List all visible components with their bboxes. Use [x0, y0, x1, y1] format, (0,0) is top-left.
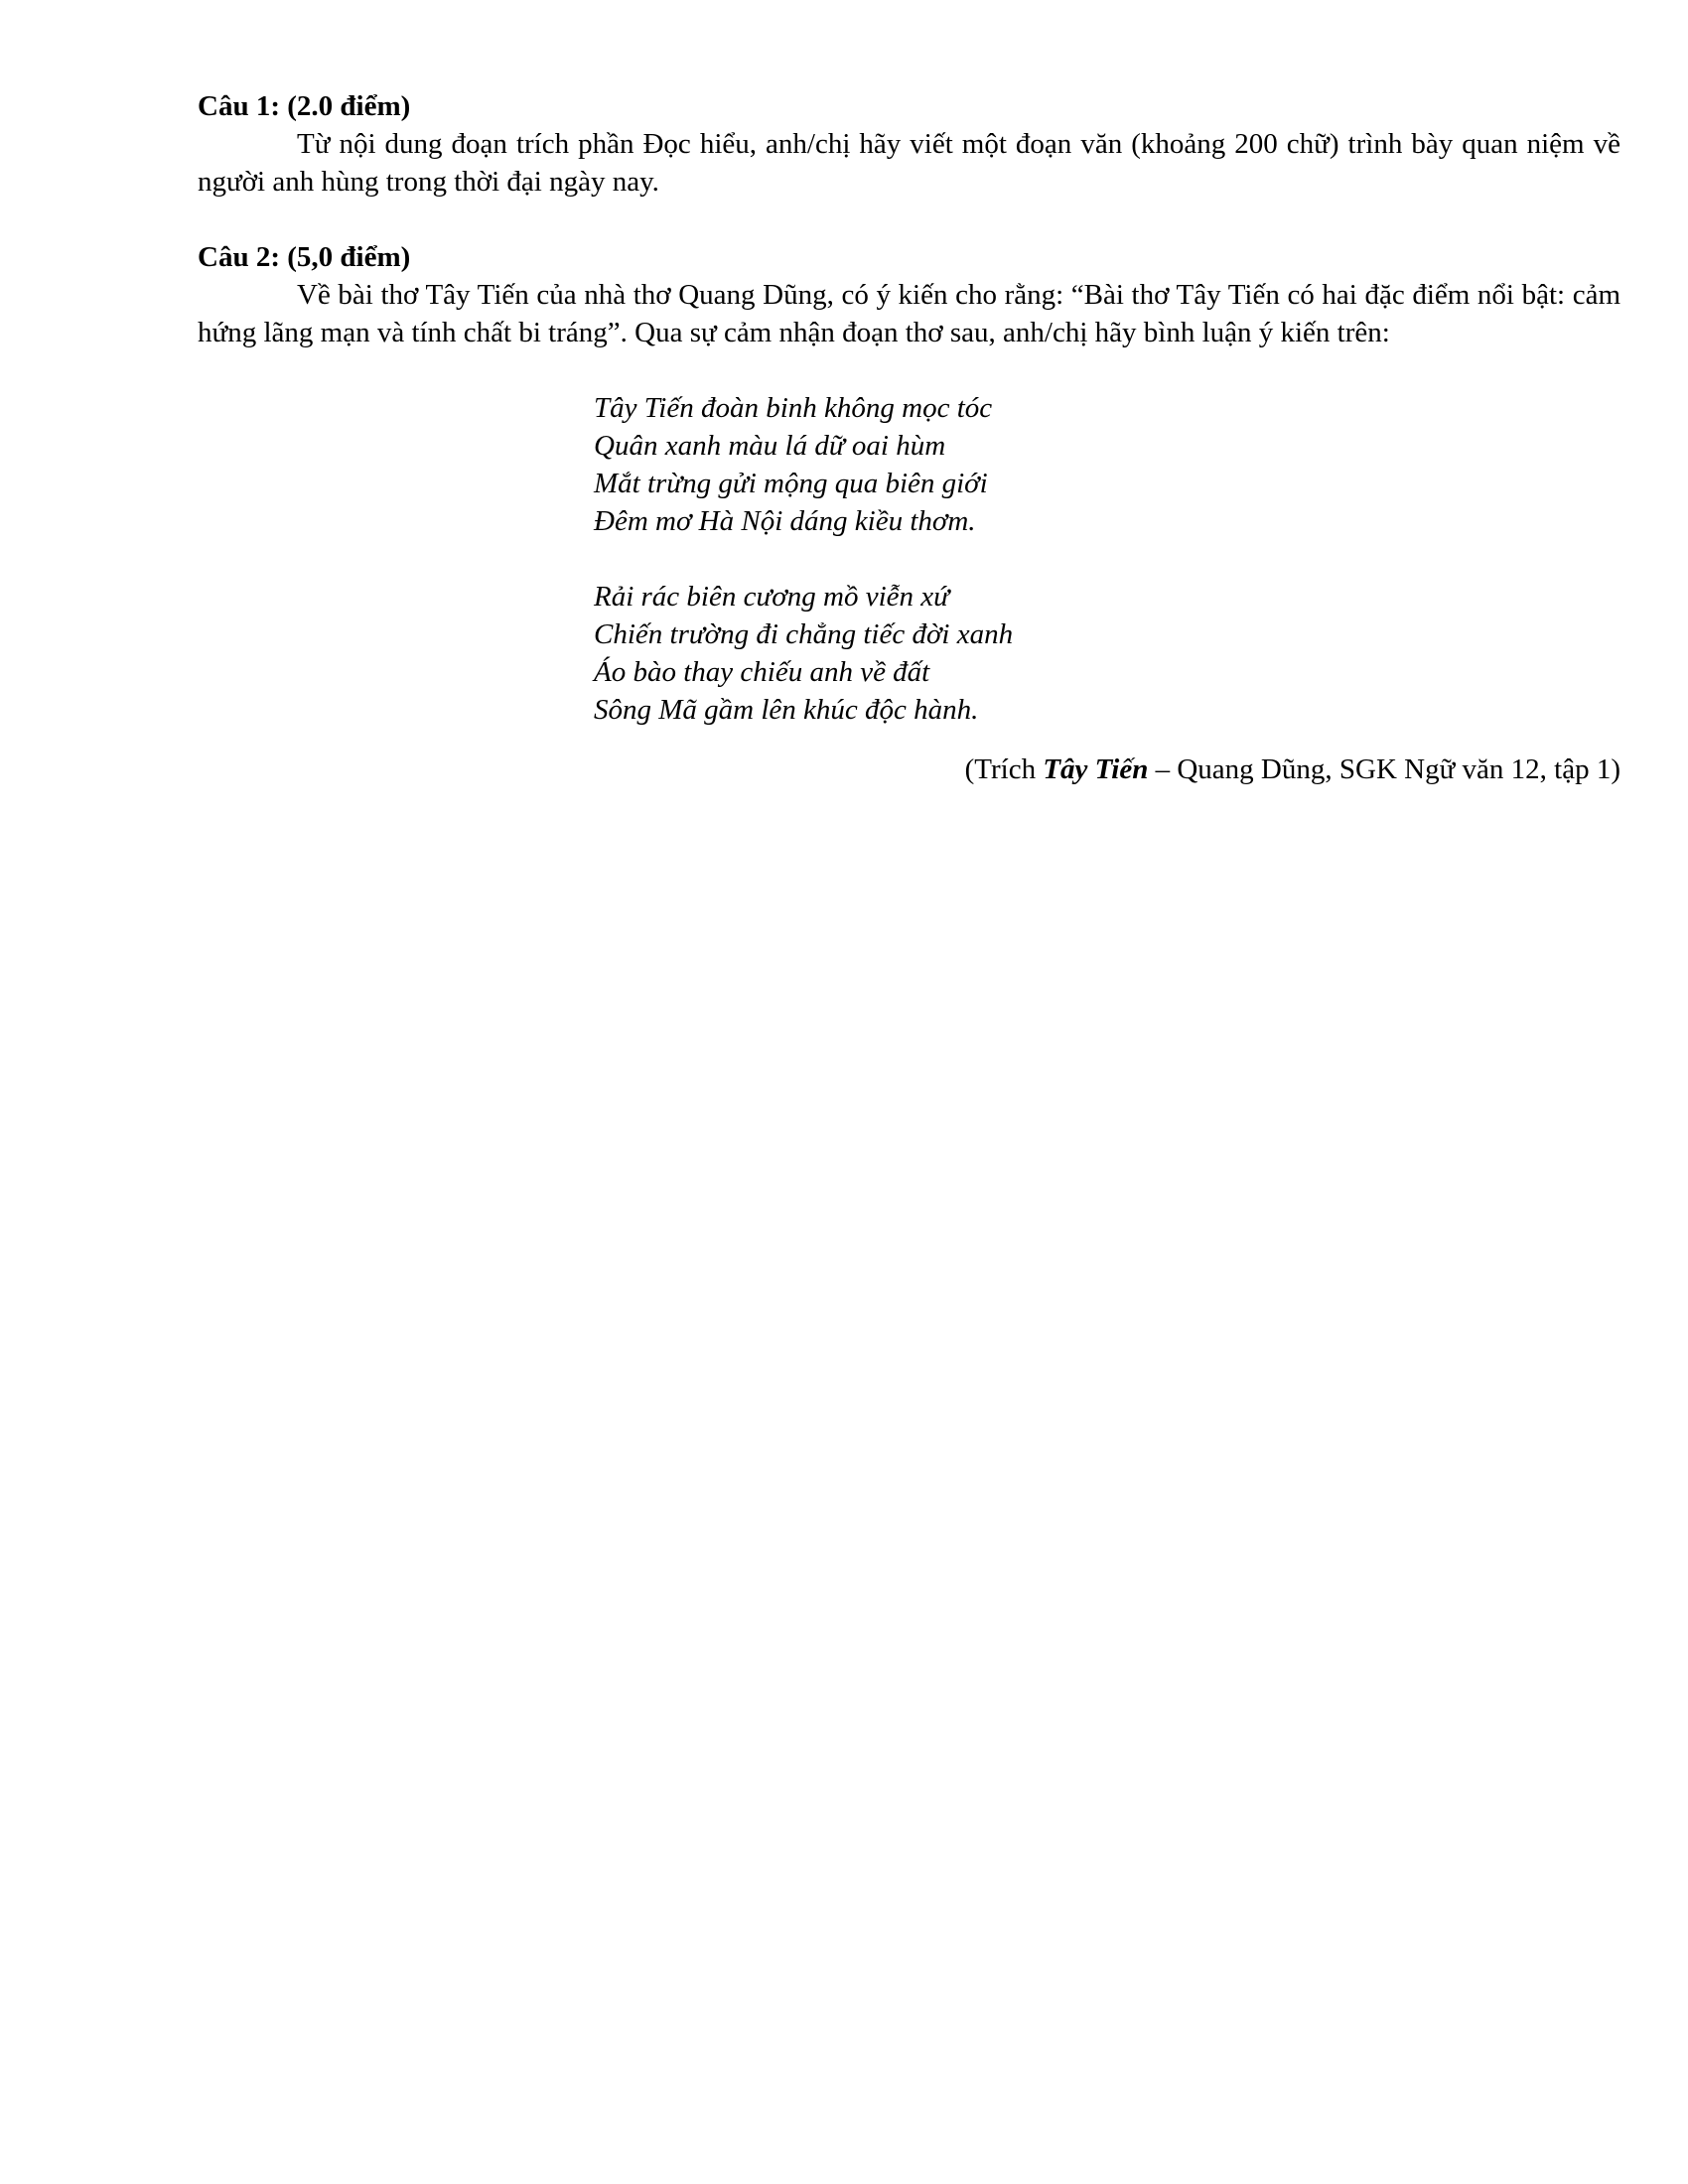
poem-line: Áo bào thay chiếu anh về đất	[594, 656, 930, 688]
source-title: Tây Tiến	[1043, 753, 1149, 785]
question-2	[198, 238, 1620, 351]
poem-excerpt	[594, 389, 1620, 729]
poem-line: Đêm mơ Hà Nội dáng kiều thơm.	[594, 505, 976, 537]
question-1	[198, 87, 1620, 201]
question-2-text: Về bài thơ Tây Tiến của nhà thơ Quang Dũng, có ý kiến cho rằng: “Bài thơ Tây Tiến có hai đặc điểm nổi bật: cảm hứng lãng mạn và tính chất bi tráng”. Qua sự cảm nhận đoạn thơ sau, anh/chị hãy bình luận ý kiến trên:	[198, 279, 1620, 348]
poem-line: Tây Tiến đoàn binh không mọc tóc	[594, 392, 993, 424]
document-page	[198, 87, 1620, 817]
source-suffix: – Quang Dũng, SGK Ngữ văn 12, tập 1)	[1148, 753, 1620, 785]
source-citation	[198, 751, 1620, 788]
question-1-heading: Câu 1: (2.0 điểm)	[198, 90, 411, 122]
poem-line: Mắt trừng gửi mộng qua biên giới	[594, 468, 988, 499]
poem-line: Rải rác biên cương mồ viễn xứ	[594, 581, 949, 613]
poem-stanza-1	[594, 389, 1620, 540]
poem-line: Sông Mã gầm lên khúc độc hành.	[594, 694, 979, 726]
question-1-text: Từ nội dung đoạn trích phần Đọc hiểu, anh/chị hãy viết một đoạn văn (khoảng 200 chữ) trình bày quan niệm về người anh hùng trong thời đại ngày nay.	[198, 128, 1620, 198]
poem-line: Chiến trường đi chẳng tiếc đời xanh	[594, 618, 1014, 650]
poem-line: Quân xanh màu lá dữ oai hùm	[594, 430, 946, 462]
poem-stanza-2	[594, 578, 1620, 729]
question-2-heading: Câu 2: (5,0 điểm)	[198, 241, 411, 273]
stanza-gap	[594, 540, 1620, 578]
source-prefix: (Trích	[964, 753, 1044, 785]
